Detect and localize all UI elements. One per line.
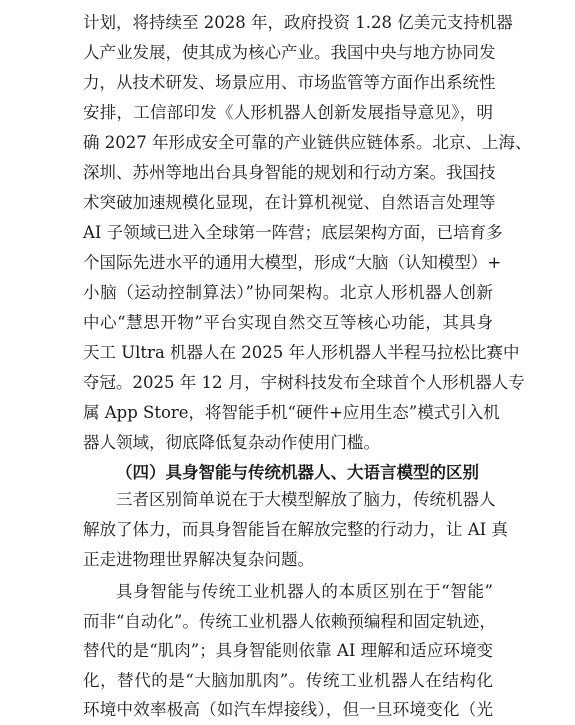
paragraph-line: 化，替代的是“大脑加肌肉”。传统工业机器人在结构化 [83,670,493,690]
paragraph-line: 个国际先进水平的通用大模型，形成“大脑（认知模型）+ [83,253,502,272]
paragraph-line: 安排，工信部印发《人形机器人创新发展指导意见》，明 [83,103,493,122]
paragraph-line: 正走进物理世界解决复杂问题。 [83,550,314,569]
paragraph-line: 具身智能与传统工业机器人的本质区别在于“智能” [116,582,493,601]
paragraph-line: 替代的是“肌肉”；具身智能则依靠 AI 理解和适应环境变 [83,641,493,660]
paragraph-line: 解放了体力，而具身智能旨在解放完整的行动力，让 AI 真 [83,520,508,539]
paragraph-line: 深圳、苏州等地出台具身智能的规划和行动方案。我国技 [83,163,496,182]
paragraph-line: 术突破加速规模化显现，在计算机视觉、自然语言处理等 [83,193,496,212]
paragraph-line: 小脑（运动控制算法）”协同架构。北京人形机器人创新 [83,283,493,302]
paragraph-line: 三者区别简单说在于大模型解放了脑力，传统机器人 [116,490,496,509]
paragraph-line: 环境中效率极高（如汽车焊接线），但一旦环境变化（光 [83,700,493,719]
paragraph-line: 夺冠。2025 年 12 月，宇树科技发布全球首个人形机器人专 [83,373,525,392]
paragraph-line: 器人领域，彻底降低复杂动作使用门槛。 [83,433,380,452]
paragraph-line: 人产业发展，使其成为核心产业。我国中央与地方协同发 [83,43,496,62]
paragraph-line: 计划，将持续至 2028 年，政府投资 1.28 亿美元支持机器 [83,13,513,32]
paragraph-line: 确 2027 年形成安全可靠的产业链供应链体系。北京、上海、 [83,133,532,152]
paragraph-line: 天工 Ultra 机器人在 2025 年人形机器人半程马拉松比赛中 [83,343,520,362]
paragraph-line: AI 子领域已进入全球第一阵营；底层架构方面，已培育多 [83,223,503,242]
paragraph-line: 属 App Store，将智能手机“硬件+应用生态”模式引入机 [83,403,500,422]
paragraph-line: 而非“自动化”。传统工业机器人依赖预编程和固定轨迹， [83,611,496,631]
paragraph-line: 中心“慧思开物”平台实现自然交互等核心功能，其具身 [83,313,493,332]
section-heading: （四）具身智能与传统机器人、大语言模型的区别 [116,463,479,482]
paragraph-line: 力，从技术研发、场景应用、市场监管等方面作出系统性 [83,73,496,92]
